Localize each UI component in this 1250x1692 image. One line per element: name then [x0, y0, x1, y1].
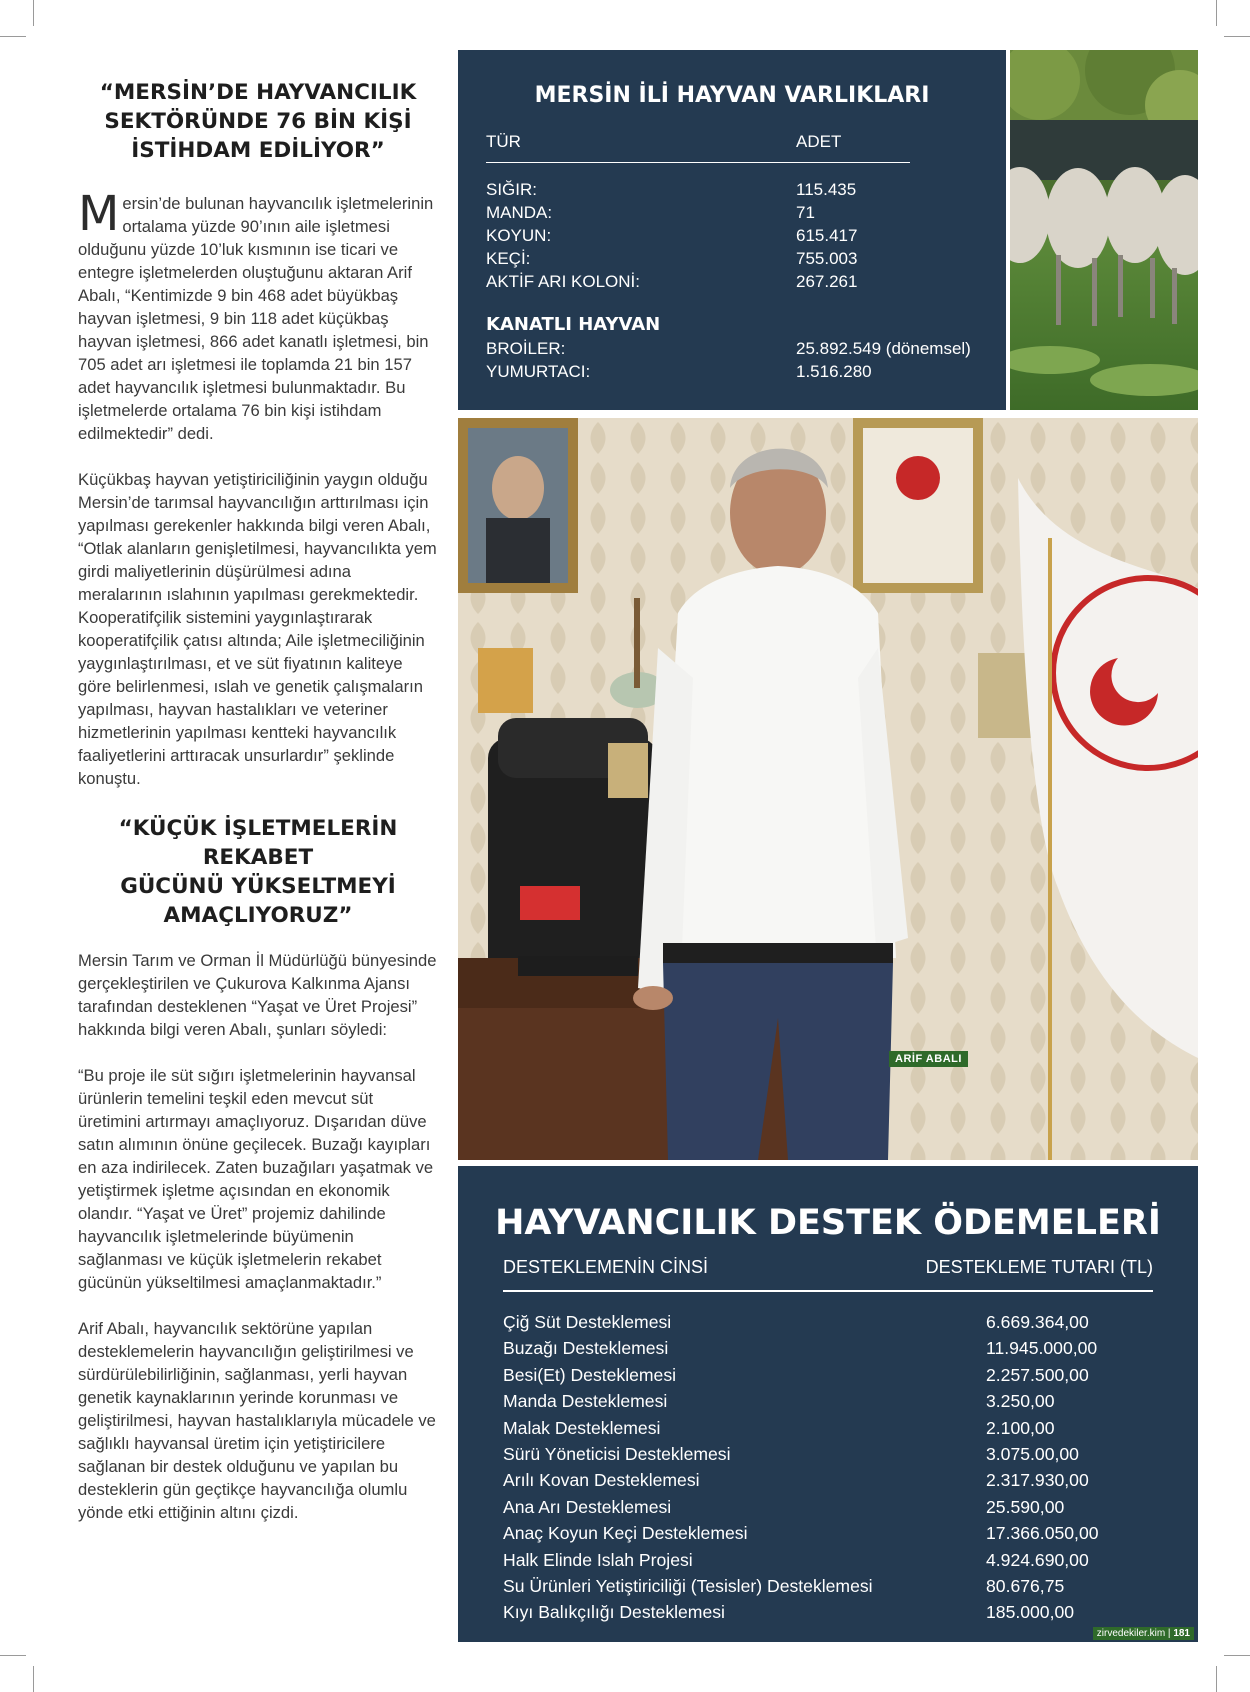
payment-name: Anaç Koyun Keçi Desteklemesi	[503, 1523, 748, 1544]
crop-mark	[1216, 0, 1217, 26]
article-heading-2	[78, 814, 438, 930]
paragraph-text: ersin’de bulunan hayvancılık işletmelerinin ortalama yüzde 90’ının aile işletmesi olduğunu yüzde 10’luk kısmının ise ticari ve entegre işletmelerden oluştuğunu aktaran Arif Abalı, “Kentimizde 9 bin 468 adet büyükbaş hayvan işletmesi, 9 bin 118 adet küçükbaş hayvan işletmesi, 866 adet kanatlı işletmesi, bin 705 adet arı işletmesi ile toplamda 21 bin 157 adet hayvancılık işletmesi bulunmaktadır. Bu işletmelerde ortalama 76 bin kişi istihdam edilmektedir” dedi.	[78, 194, 434, 443]
table-row	[503, 1467, 1153, 1493]
animal-stats-rows	[486, 178, 1006, 383]
table-row	[486, 270, 1006, 293]
animal-stats-title: MERSİN İLİ HAYVAN VARLIKLARI	[534, 83, 930, 108]
table-row	[503, 1362, 1153, 1388]
table-row	[486, 224, 1006, 247]
table-row	[503, 1441, 1153, 1467]
row-type: SIĞIR:	[486, 180, 538, 199]
row-type: AKTİF ARI KOLONİ:	[486, 272, 640, 291]
row-count: 615.417	[796, 226, 858, 245]
row-count: 115.435	[796, 180, 857, 199]
table-row	[503, 1547, 1153, 1573]
crop-mark	[0, 36, 26, 37]
row-count: 267.261	[796, 272, 858, 291]
table-row	[486, 360, 1006, 383]
payment-name: Sürü Yöneticisi Desteklemesi	[503, 1444, 731, 1465]
portrait-caption: ARİF ABALI	[889, 1051, 968, 1067]
table-row	[503, 1309, 1153, 1335]
poultry-heading: KANATLI HAYVAN	[486, 314, 661, 335]
payment-amount: 17.366.050,00	[986, 1523, 1099, 1544]
article-column	[78, 78, 438, 1524]
payment-name: Malak Desteklemesi	[503, 1417, 661, 1438]
heading-line: SEKTÖRÜNDE 76 BİN KİŞİ	[104, 109, 412, 134]
payments-title: HAYVANCILIK DESTEK ÖDEMELERİ	[495, 1203, 1161, 1243]
payment-amount: 2.317.930,00	[986, 1470, 1089, 1491]
payment-name: Arılı Kovan Desteklemesi	[503, 1470, 700, 1491]
table-row	[503, 1520, 1153, 1546]
row-type: KEÇİ:	[486, 249, 531, 268]
payment-amount: 80.676,75	[986, 1576, 1065, 1597]
table-row	[503, 1335, 1153, 1361]
payment-name: Su Ürünleri Yetiştiriciliği (Tesisler) Desteklemesi	[503, 1576, 873, 1597]
table-row	[503, 1415, 1153, 1441]
article-paragraph-5: Arif Abalı, hayvancılık sektörüne yapılan desteklemelerin hayvancılığın geliştirilmesi ve sürdürülebilirliğinin, sağlanması, yerli hayvan genetik kaynaklarının yerinde korunması ve geliştirilmesi, hayvan hastalıklarıyla mücadele ve sağlıklı hayvansal üretim için yetiştiricilere sağlanan bir destek olduğunu ve yapılan bu desteklerin gün geçtikçe hayvancılığa olumlu yönde etki ettiğinin altını çizdi.	[78, 1319, 436, 1522]
row-count: 25.892.549 (dönemsel)	[796, 339, 971, 358]
crop-mark	[1224, 36, 1250, 37]
sheep-photo	[1010, 50, 1198, 410]
payment-amount: 3.075.00,00	[986, 1444, 1079, 1465]
payments-header	[503, 1257, 1153, 1292]
payment-name: Halk Elinde Islah Projesi	[503, 1549, 693, 1570]
payment-amount: 6.669.364,00	[986, 1312, 1089, 1332]
portrait-image	[458, 418, 1198, 1160]
payment-name: Buzağı Desteklemesi	[503, 1338, 669, 1359]
article-heading-1	[78, 78, 438, 165]
payment-name: Manda Desteklemesi	[503, 1391, 668, 1412]
payment-amount: 185.000,00	[986, 1602, 1075, 1623]
article-paragraph-2: Küçükbaş hayvan yetiştiriciliğinin yaygın olduğu Mersin’de tarımsal hayvancılığın arttırılması için yapılması gerekenler hakkında bilgi veren Abalı, “Otlak alanların genişletilmesi, hayvancılıkta yem girdi maliyetlerinin düşürülmesi adına meralarının ıslahının yapılması gerekmektedir. Kooperatifçilik sistemini yaygınlaştırarak kooperatifçilik çatısı altında; Aile işletmeciliğinin yaygınlaştırılması, et ve süt fiyatının kaliteye göre belirlenmesi, ıslah ve genetik çalışmaların yapılması, hayvan hastalıkları ve veteriner hizmetlerinin yapılması kentteki hayvancılık faaliyetlerini arttıracak unsurlardır” şeklinde konuştu.	[78, 470, 437, 788]
row-count: 71	[796, 203, 815, 222]
page-footer: zirvedekiler.kim | 181	[1093, 1627, 1194, 1640]
crop-mark	[1224, 1655, 1250, 1656]
col-header-count: ADET	[796, 132, 842, 151]
payments-rows	[503, 1309, 1153, 1626]
col-header-kind: DESTEKLEMENİN CİNSİ	[503, 1257, 709, 1277]
page-number: 181	[1173, 1628, 1190, 1639]
row-type: BROİLER:	[486, 339, 566, 358]
animal-stats-header	[486, 132, 910, 163]
payment-amount: 4.924.690,00	[986, 1549, 1089, 1570]
heading-line: “KÜÇÜK İŞLETMELERİN	[118, 816, 398, 841]
table-row	[503, 1388, 1153, 1414]
heading-line: “MERSİN’DE HAYVANCILIK	[99, 80, 417, 105]
col-header-amount: DESTEKLEME TUTARI (TL)	[925, 1257, 1153, 1277]
heading-line: GÜCÜNÜ YÜKSELTMEYİ	[120, 874, 396, 899]
payment-amount: 11.945.000,00	[986, 1338, 1098, 1359]
payment-amount: 2.100,00	[986, 1417, 1055, 1438]
article-paragraph-3: Mersin Tarım ve Orman İl Müdürlüğü bünyesinde gerçekleştirilen ve Çukurova Kalkınma Ajansı tarafından desteklenen “Yaşat ve Üret Projesi” hakkında bilgi veren Abalı, şunları söyledi:	[78, 951, 437, 1039]
footer-site: zirvedekiler.kim	[1096, 1628, 1166, 1639]
animal-stats-panel	[458, 50, 1006, 410]
row-type: MANDA:	[486, 203, 553, 222]
col-header-type: TÜR	[486, 132, 521, 151]
table-row	[486, 178, 1006, 201]
payment-name: Besi(Et) Desteklemesi	[503, 1364, 677, 1385]
payment-amount: 25.590,00	[986, 1496, 1065, 1517]
payment-amount: 2.257.500,00	[986, 1364, 1089, 1385]
row-count: 755.003	[796, 249, 858, 268]
payment-name: Ana Arı Desteklemesi	[503, 1496, 672, 1517]
drop-cap: M	[78, 186, 120, 242]
table-row	[503, 1494, 1153, 1520]
payment-amount: 3.250,00	[986, 1391, 1055, 1412]
table-row	[486, 201, 1006, 224]
crop-mark	[33, 1666, 34, 1692]
article-paragraph-1	[78, 186, 438, 445]
payment-name: Çiğ Süt Desteklemesi	[503, 1312, 672, 1332]
payments-panel	[458, 1166, 1198, 1642]
crop-mark	[0, 1655, 26, 1656]
row-count: 1.516.280	[796, 362, 872, 381]
table-row	[503, 1573, 1153, 1599]
table-row	[503, 1599, 1153, 1625]
crop-mark	[33, 0, 34, 26]
table-row	[486, 337, 1006, 360]
portrait-photo	[458, 418, 1198, 1160]
row-type: YUMURTACI:	[486, 362, 591, 381]
row-type: KOYUN:	[486, 226, 552, 245]
payment-name: Kıyı Balıkçılığı Desteklemesi	[503, 1602, 725, 1623]
article-paragraph-4: “Bu proje ile süt sığırı işletmelerinin hayvansal ürünlerin temelini teşkil eden mevcut süt üretimini artırmayı amaçlıyoruz. Dışarıdan düve satın alımının önüne geçilecek. Buzağı kayıpları en aza indirilecek. Zaten buzağıları yaşatmak ve yetiştirmek işletme açısından en ekonomik olandır. “Yaşat ve Üret” projemiz dahilinde hayvancılık işletmelerinde büyümenin sağlanması ve küçük işletmelerin rekabet gücünün yükseltilmesi amaçlanmaktadır.”	[78, 1066, 434, 1292]
heading-line: AMAÇLIYORUZ”	[163, 903, 353, 928]
sheep-image	[1010, 50, 1198, 410]
heading-line: İSTİHDAM EDİLİYOR”	[131, 138, 385, 163]
heading-line: REKABET	[202, 845, 314, 870]
table-row	[486, 247, 1006, 270]
crop-mark	[1216, 1666, 1217, 1692]
